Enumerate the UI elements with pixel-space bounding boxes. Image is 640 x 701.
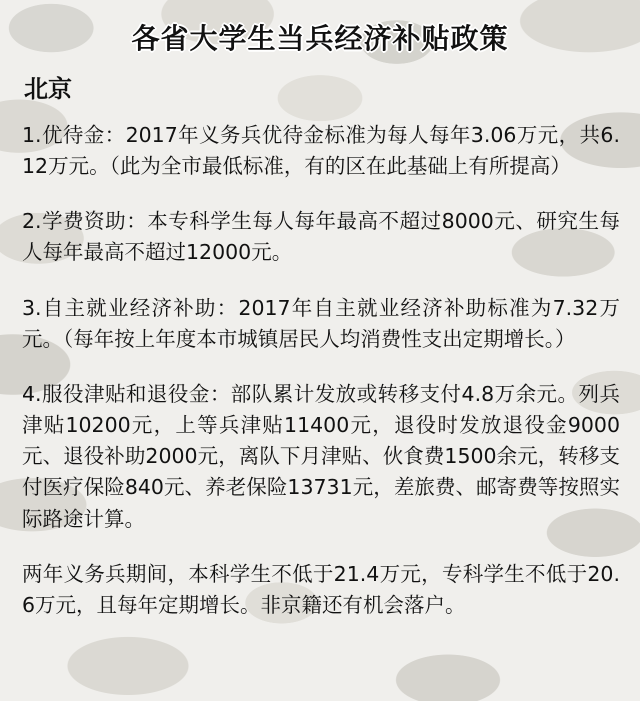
paragraph-1: 1.优待金：2017年义务兵优待金标准为每人每年3.06万元，共6.12万元。（此为全市最低标准，有的区在此基础上有所提高） — [22, 122, 620, 179]
paragraph-4: 4.服役津贴和退役金：部队累计发放或转移支付4.8万余元。列兵津贴10200元，上等兵津贴11400元，退役时发放退役金9000元、退役补助2000元，离队下月津贴、伙食费1500余元，转移支付医疗保险840元、养老保险13731元，差旅费、邮寄费等按照实际路途计算。 — [22, 381, 620, 531]
page-title: 各省大学生当兵经济补贴政策 — [131, 22, 509, 55]
title-bar — [0, 0, 640, 70]
paragraph-3: 3.自主就业经济补助：2017年自主就业经济补助标准为7.32万元。（每年按上年度本市城镇居民人均消费性支出定期增长。） — [22, 295, 620, 351]
region-heading: 北京 — [24, 74, 72, 103]
paragraph-2: 2.学费资助：本专科学生每人每年最高不超过8000元、研究生每人每年最高不超过12000元。 — [22, 209, 620, 265]
document-body — [0, 76, 640, 621]
paragraph-5: 两年义务兵期间，本科学生不低于21.4万元，专科学生不低于20.6万元，且每年定期增长。非京籍还有机会落户。 — [22, 561, 620, 617]
